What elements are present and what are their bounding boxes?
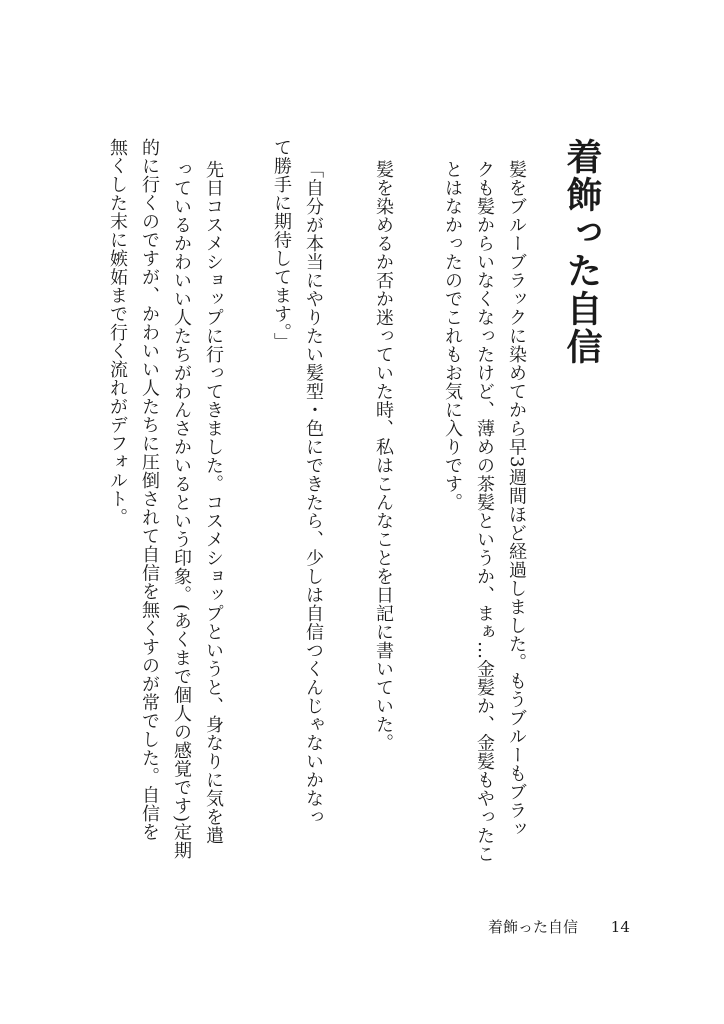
body-column: とはなかったのでこれもお気に入りです。 <box>442 160 463 512</box>
body-column: 髪をブルーブラックに染めてから早3週間ほど経過しました。もうブルーもブラッ <box>506 160 527 838</box>
quoted-diary-column: 「自分が本当にやりたい髪型・色にできたら、少しは自信つくんじゃないかなっ <box>303 160 324 826</box>
page-number: 14 <box>610 918 630 936</box>
chapter-title: 着飾った自信 <box>561 138 603 366</box>
body-column: 髪を染めるか否か迷っていた時、私はこんなことを日記に書いていた。 <box>373 160 394 752</box>
body-column: 先日コスメショップに行ってきました。コスメショップというと、身なりに気を遣 <box>203 160 224 845</box>
body-column: クも髪からいなくなったけど、薄めの茶髪というか、まぁ…金髪か、金髪もやったこ <box>474 160 495 863</box>
page-footer <box>488 916 630 937</box>
body-column: っているかわいい人たちがわんさかいるという印象。(あくまで個人の感覚です)定期 <box>171 160 192 860</box>
quoted-diary-column: て勝手に期待してます。」 <box>271 138 292 351</box>
body-column: 無くした末に嫉妬まで行く流れがデフォルト。 <box>107 138 128 527</box>
running-title: 着飾った自信 <box>488 918 579 936</box>
body-column: 的に行くのですが、かわいい人たちに圧倒されて自信を無くすのが常でした。自信を <box>139 138 160 841</box>
